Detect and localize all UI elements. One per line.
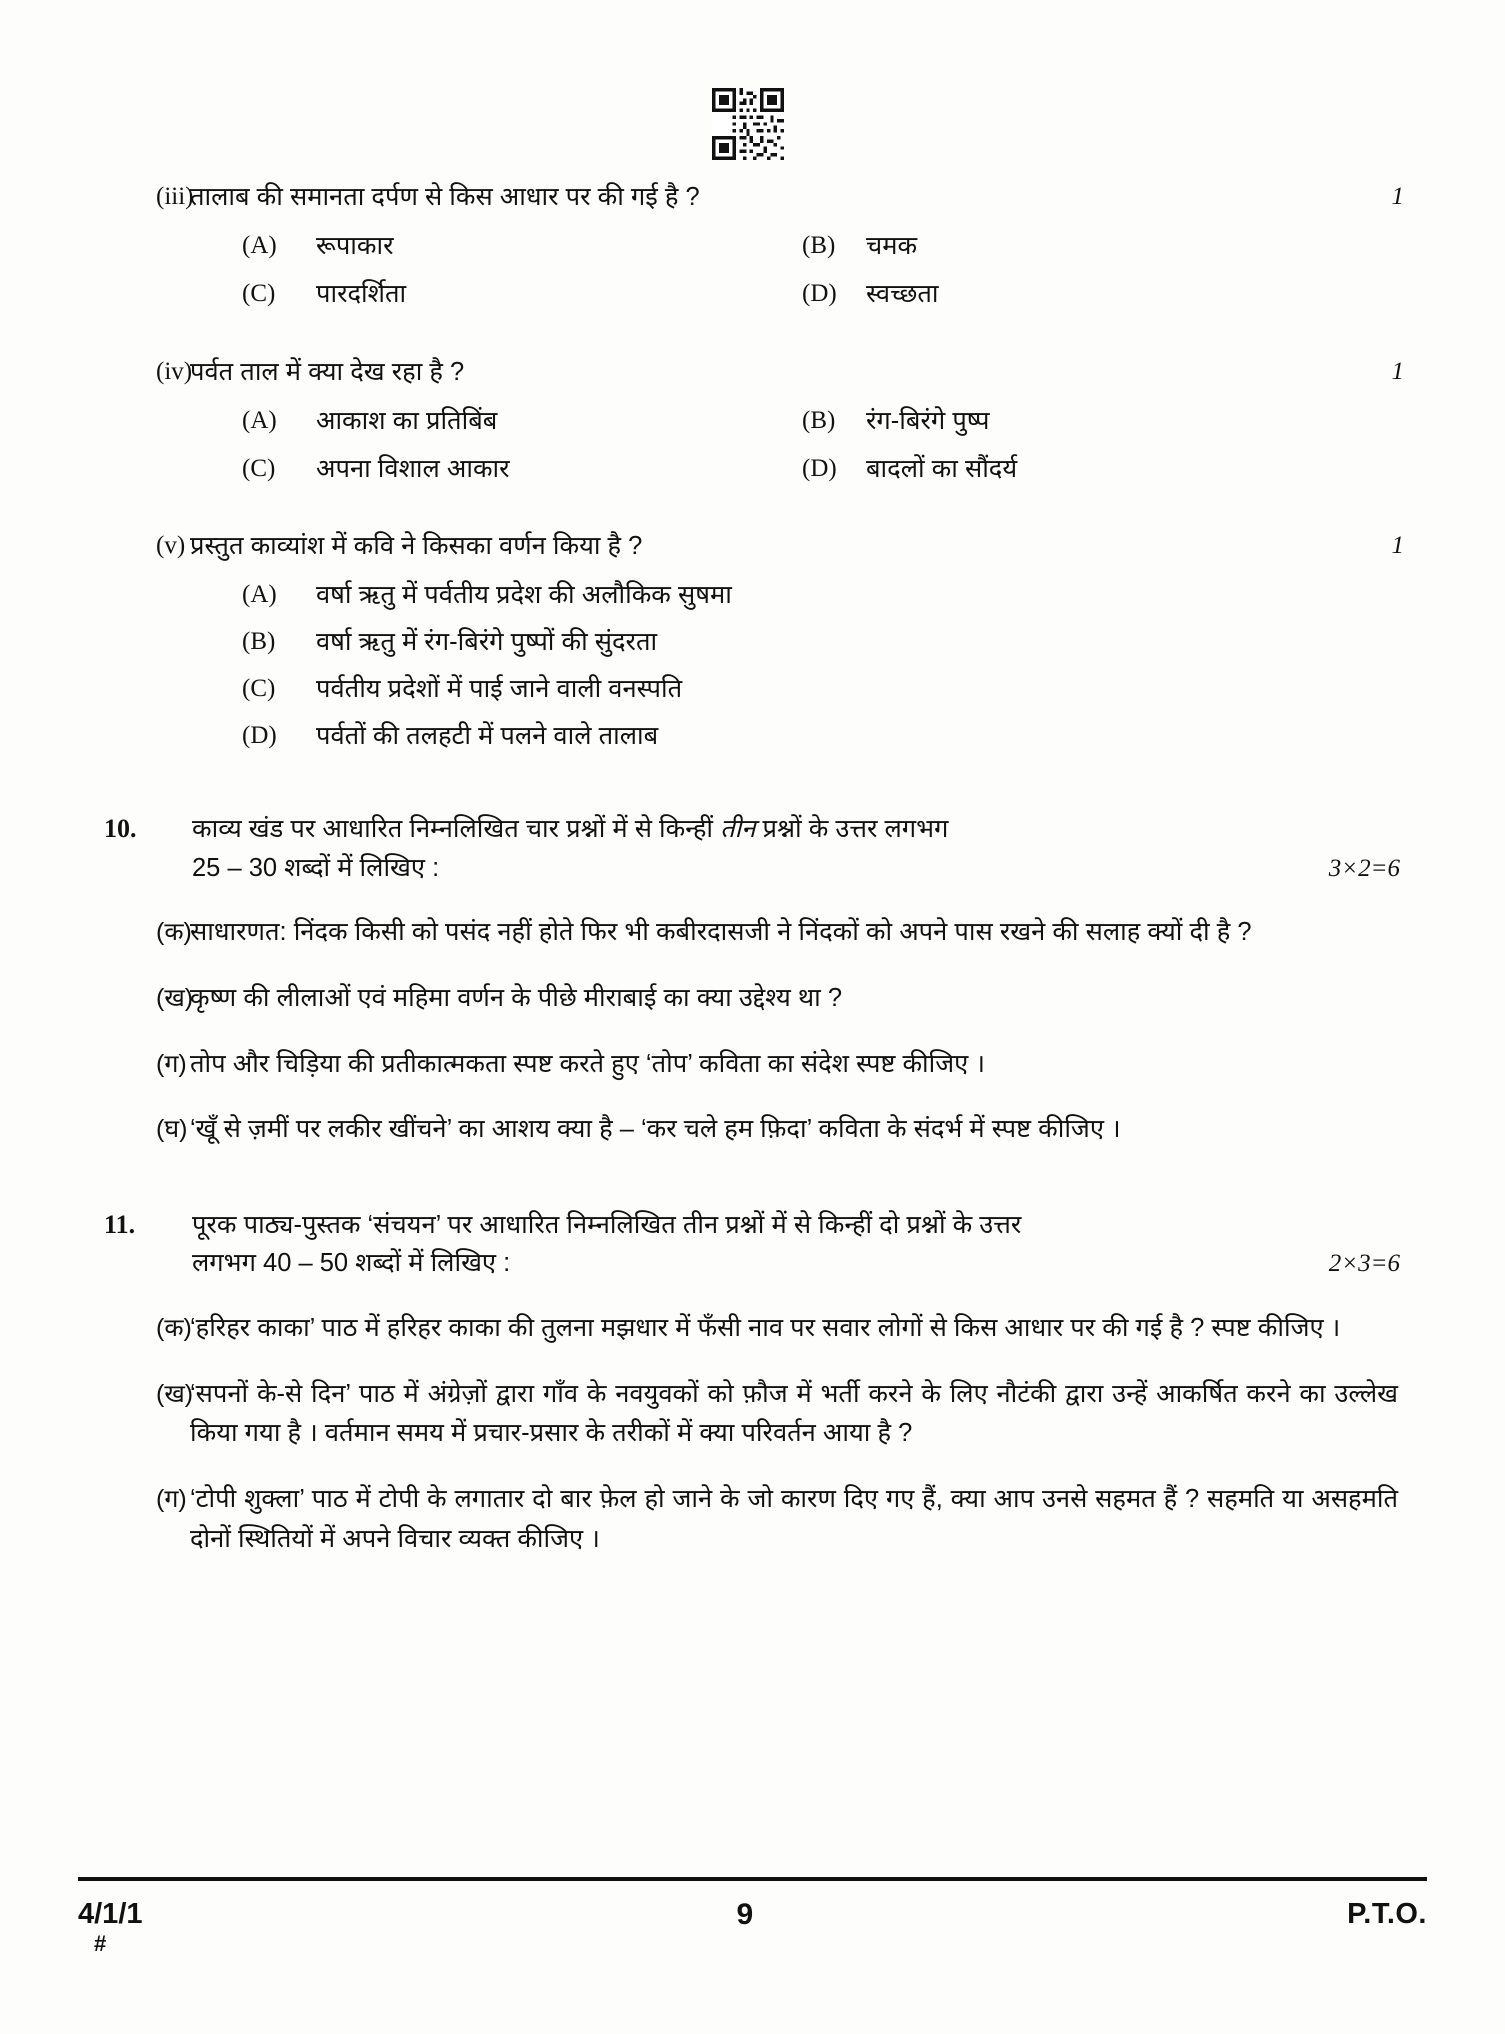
option-d-text: पर्वतों की तलहटी में पलने वाले तालाब: [316, 722, 659, 751]
part-label: (ग): [156, 1049, 187, 1078]
option-d[interactable]: [802, 276, 1404, 312]
part-text: ‘खूँ से ज़मीं पर लकीर खींचने’ का आशय क्या है – ‘कर चले हम फ़िदा’ कविता के संदर्भ में स्पष्ट कीजिए ।: [190, 1115, 1121, 1144]
page-footer: [78, 1898, 1427, 1957]
option-b[interactable]: [104, 624, 1404, 660]
footer-divider: [78, 1877, 1427, 1881]
option-d-key: (D): [802, 280, 837, 308]
footer-hash-mark: #: [94, 1931, 107, 1957]
question-11: [104, 1206, 1404, 1283]
part-text: तोप और चिड़िया की प्रतीकात्मकता स्पष्ट करते हुए ‘तोप’ कविता का संदेश स्पष्ट कीजिए ।: [190, 1049, 986, 1078]
option-c-key: (C): [242, 280, 276, 308]
option-c-text: पारदर्शिता: [316, 280, 407, 309]
part-text: कृष्ण की लीलाओं एवं महिमा वर्णन के पीछे मीराबाई का क्या उद्देश्य था ?: [190, 983, 843, 1012]
sub-question-iv-options-row-2: [104, 451, 1404, 487]
question-content: [104, 178, 1404, 1560]
footer-paper-code-block: [78, 1898, 143, 1957]
question-10: [104, 810, 1404, 887]
option-b-text: चमक: [866, 232, 918, 261]
footer-page-number: 9: [736, 1898, 754, 1931]
sub-question-iii: [104, 178, 1404, 216]
question-11-stem: [192, 1206, 1404, 1283]
part-label: (क): [156, 1313, 192, 1342]
part-label: (ख): [156, 983, 194, 1012]
part-text: ‘हरिहर काका’ पाठ में हरिहर काका की तुलना मझधार में फँसी नाव पर सवार लोगों से किस आधार पर की गई है ? स्पष्ट कीजिए ।: [190, 1313, 1341, 1342]
part-label: (क): [156, 918, 192, 947]
sub-question-v-marks: 1: [1391, 532, 1404, 560]
sub-question-v: [104, 527, 1404, 565]
question-10-part-gha: [104, 1110, 1404, 1150]
question-10-stem-line2-row: [192, 849, 1404, 888]
part-label: (घ): [156, 1115, 188, 1144]
question-10-stem-part2: प्रश्नों के उत्तर लगभग: [755, 815, 949, 844]
question-10-stem-line2: 25 – 30 शब्दों में लिखिए :: [192, 853, 440, 882]
option-d-text: बादलों का सौंदर्य: [866, 455, 1018, 484]
spacer: [104, 313, 1404, 353]
question-10-stem-emphasis: तीन: [720, 815, 756, 844]
qr-code: [712, 88, 784, 160]
option-c[interactable]: [242, 451, 802, 487]
question-10-stem: [192, 810, 1404, 887]
question-11-part-ga: [104, 1480, 1404, 1560]
sub-question-v-text: प्रस्तुत काव्यांश में कवि ने किसका वर्णन किया है ?: [190, 532, 643, 561]
sub-question-v-number: (v): [156, 532, 186, 560]
option-b-key: (B): [802, 406, 836, 434]
option-c-key: (C): [242, 674, 276, 702]
option-d[interactable]: [104, 718, 1404, 754]
footer-pto: P.T.O.: [1347, 1898, 1427, 1930]
question-11-part-ka: [104, 1309, 1404, 1349]
option-c-text: अपना विशाल आकार: [316, 455, 510, 484]
option-a-key: (A): [242, 406, 277, 434]
option-a-text: आकाश का प्रतिबिंब: [316, 406, 498, 435]
question-11-stem-line1: पूरक पाठ्य-पुस्तक ‘संचयन’ पर आधारित निम्नलिखित तीन प्रश्नों में से किन्हीं दो प्रश्नों के उत्तर: [192, 1211, 1022, 1240]
sub-question-iv-text: पर्वत ताल में क्या देख रहा है ?: [190, 357, 465, 386]
sub-question-iii-number: (iii): [156, 183, 194, 210]
part-text: साधारणत: निंदक किसी को पसंद नहीं होते फिर भी कबीरदासजी ने निंदकों को अपने पास रखने की सलाह क्यों दी है ?: [190, 918, 1252, 947]
option-c-text: पर्वतीय प्रदेशों में पाई जाने वाली वनस्पति: [316, 674, 683, 703]
option-b-text: वर्षा ऋतु में रंग-बिरंगे पुष्पों की सुंदरता: [316, 627, 658, 656]
part-label: (ग): [156, 1485, 187, 1514]
question-11-number: 11.: [104, 1210, 136, 1240]
option-a[interactable]: [242, 403, 802, 439]
question-10-number: 10.: [104, 814, 137, 844]
sub-question-iv: [104, 353, 1404, 391]
option-a-text: वर्षा ऋतु में पर्वतीय प्रदेश की अलौकिक सुषमा: [316, 580, 732, 609]
question-11-part-kha: [104, 1375, 1404, 1455]
question-10-part-ga: [104, 1045, 1404, 1085]
option-b[interactable]: [802, 403, 1404, 439]
sub-question-iv-number: (iv): [156, 357, 193, 385]
sub-question-iii-options-row-2: [104, 276, 1404, 312]
option-c[interactable]: [104, 671, 1404, 707]
option-d-key: (D): [242, 722, 277, 750]
question-11-stem-line2: लगभग 40 – 50 शब्दों में लिखिए :: [192, 1249, 511, 1278]
question-10-marks: 3×2=6: [1328, 854, 1400, 882]
question-10-part-kha: [104, 979, 1404, 1019]
option-a[interactable]: [242, 228, 802, 264]
sub-question-iv-marks: 1: [1391, 357, 1404, 385]
part-text: ‘सपनों के-से दिन’ पाठ में अंग्रेज़ों द्वारा गाँव के नवयुवकों को फ़ौज में भर्ती करने के लिए नौटंकी द्वारा उन्हें आकर्षित करने का उल्लेख किया गया है । वर्तमान समय में प्रचार-प्रसार के तरीकों में क्या परिवर्तन आया है ?: [190, 1379, 1398, 1448]
option-a-key: (A): [242, 232, 277, 260]
sub-question-iii-text: तालाब की समानता दर्पण से किस आधार पर की गई है ?: [190, 183, 700, 211]
option-b-key: (B): [802, 232, 836, 260]
question-10-stem-part1: काव्य खंड पर आधारित निम्नलिखित चार प्रश्नों में से किन्हीं: [192, 815, 721, 844]
option-c-key: (C): [242, 455, 276, 483]
option-b-key: (B): [242, 627, 276, 655]
sub-question-iv-options-row-1: [104, 403, 1404, 439]
option-a-key: (A): [242, 580, 277, 608]
question-10-part-ka: [104, 913, 1404, 953]
option-a[interactable]: [104, 577, 1404, 613]
part-text: ‘टोपी शुक्ला’ पाठ में टोपी के लगातार दो बार फ़ेल हो जाने के जो कारण दिए गए हैं, क्या आप उनसे सहमत हैं ? सहमति या असहमति दोनों स्थितियों में अपने विचार व्यक्त कीजिए ।: [190, 1485, 1398, 1553]
option-d[interactable]: [802, 451, 1404, 487]
option-a-text: रूपाकार: [316, 232, 394, 261]
footer-paper-code: 4/1/1: [78, 1898, 143, 1930]
option-d-key: (D): [802, 455, 837, 483]
option-c[interactable]: [242, 276, 802, 312]
spacer: [104, 487, 1404, 527]
question-11-stem-line2-row: [192, 1244, 1404, 1283]
option-b-text: रंग-बिरंगे पुष्प: [866, 406, 990, 435]
question-11-marks: 2×3=6: [1328, 1250, 1400, 1278]
option-d-text: स्वच्छता: [866, 280, 939, 309]
sub-question-iii-marks: 1: [1391, 183, 1404, 210]
part-label: (ख): [156, 1379, 194, 1408]
sub-question-iii-options-row-1: [104, 228, 1404, 264]
option-b[interactable]: [802, 228, 1404, 264]
spacer: [104, 754, 1404, 810]
spacer: [104, 1150, 1404, 1206]
